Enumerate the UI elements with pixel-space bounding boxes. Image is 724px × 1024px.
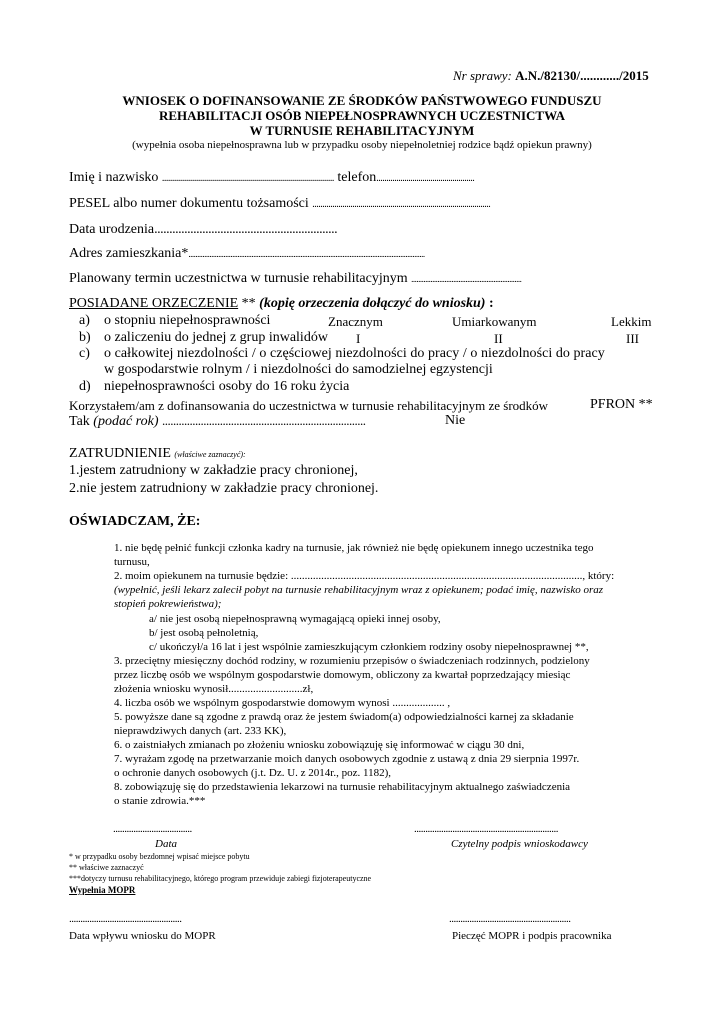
case-number	[453, 68, 649, 84]
declaration-point-5-line1: 5. powyższe dane są zgodne z prawdą oraz że jestem świadom(a) odpowiedzialności karnej za składanie	[114, 711, 574, 723]
prior-funding-year-input[interactable]: ..........................................................................	[161, 413, 366, 428]
declaration-point-3-line2: przez liczbę osób we wspólnym gospodarstwie domowym, obliczony za kwartał poprzedzający miesiąc	[114, 669, 571, 681]
declaration-point-2-line2: (wypełnić, jeśli lekarz zalecił pobyt na turnusie rehabilitacyjnym wraz z opiekunem; podać imię, nazwisko oraz	[114, 584, 604, 596]
term-label: Planowany termin uczestnictwa w turnusie rehabilitacyjnym	[69, 271, 408, 286]
document-title-line2: REHABILITACJI OSÓB NIEPEŁNOSPRAWNYCH UCZESTNICTWA	[158, 108, 566, 123]
declaration-point-2b: b/ jest osobą pełnoletnią,	[149, 627, 259, 639]
footnote-physio: ***dotyczy turnusu rehabilitacyjnego, którego program przewiduje zabiegi fizjoterapeutyczne	[69, 874, 372, 883]
employment-heading-note: (właściwe zaznaczyć):	[174, 450, 246, 459]
group-option-1[interactable]: I	[356, 331, 361, 346]
address-input[interactable]: .......................................................................................................................................	[188, 249, 425, 259]
term-row	[69, 271, 521, 287]
group-option-2[interactable]: II	[494, 331, 503, 346]
pesel-label: PESEL albo numer dokumentu tożsamości	[69, 196, 309, 211]
prior-funding-year-note: (podać rok)	[93, 414, 159, 429]
declaration-point-7-line1: 7. wyrażam zgodę na przetwarzanie moich danych osobowych zgodnie z ustawą z dnia 29 sierpnia 1997r.	[114, 753, 580, 765]
ruling-item-b-text: o zaliczeniu do jednej z grup inwalidów	[104, 330, 328, 345]
ruling-heading	[69, 296, 494, 312]
declaration-point-8-line1: 8. zobowiązuję się do przedstawienia lekarzowi na turnusie rehabilitacyjnym aktualnego zaświadczenia	[114, 781, 571, 793]
stamp-signature-label: Pieczęć MOPR i podpis pracownika	[452, 930, 612, 942]
birth-date-input[interactable]: .............................................................	[154, 222, 338, 237]
birth-date-row	[69, 222, 337, 238]
ruling-heading-end: :	[485, 296, 494, 311]
stamp-signature-line[interactable]: ......................................................	[449, 913, 571, 925]
ruling-item-d-text: niepełnosprawności osoby do 16 roku życia	[104, 379, 350, 394]
receipt-date-label: Data wpływu wniosku do MOPR	[69, 930, 216, 942]
ruling-heading-note: (kopię orzeczenia dołączyć do wniosku)	[259, 296, 486, 311]
receipt-date-line[interactable]: ..................................................	[69, 913, 182, 925]
declaration-point-5-line2: nieprawdziwych danych (art. 233 KK),	[114, 725, 287, 737]
document-title-line3: W TURNUSIE REHABILITACYJNYM	[249, 123, 475, 138]
group-option-3[interactable]: III	[626, 331, 639, 346]
degree-option-light[interactable]: Lekkim	[611, 314, 652, 329]
address-row	[69, 246, 425, 262]
date-signature-label: Data	[155, 838, 177, 850]
declaration-point-8-line2: o stanie zdrowia.***	[114, 795, 206, 807]
employment-heading	[69, 446, 246, 462]
mopr-section-heading: Wypełnia MOPR	[69, 885, 136, 895]
employment-option-not-protected[interactable]: 2.nie jestem zatrudniony w zakładzie pracy chronionej.	[69, 481, 379, 496]
prior-funding-pfron: PFRON **	[590, 397, 653, 412]
prior-funding-no[interactable]: Nie	[445, 413, 466, 428]
name-label: Imię i nazwisko	[69, 170, 159, 185]
ruling-item-a-marker: a)	[79, 313, 90, 328]
ruling-item-c-marker: c)	[79, 346, 90, 361]
declaration-point-4: 4. liczba osób we wspólnym gospodarstwie domowym wynosi ................... ,	[114, 697, 451, 709]
ruling-heading-mark: **	[238, 296, 260, 311]
pesel-input[interactable]: .........................................................................................	[312, 199, 491, 210]
declaration-point-2a: a/ nie jest osobą niepełnosprawną wymagającą opieki innej osoby,	[149, 613, 441, 625]
declaration-heading: OŚWIADCZAM, ŻE:	[69, 514, 201, 529]
name-field-row	[69, 170, 474, 186]
phone-input[interactable]: .................................................	[376, 173, 475, 184]
declaration-point-3-line1: 3. przeciętny miesięczny dochód rodziny, w rozumieniu przepisów o świadczeniach rodzinnych, podzielony	[114, 655, 590, 667]
document-title-line1: WNIOSEK O DOFINANSOWANIE ZE ŚRODKÓW PAŃSTWOWEGO FUNDUSZU	[122, 93, 602, 108]
ruling-item-d-marker: d)	[79, 379, 91, 394]
document-subtitle: (wypełnia osoba niepełnosprawna lub w przypadku osoby niepełnoletniej rodzice bądź opiekun prawny)	[132, 139, 592, 151]
pesel-field-row	[69, 196, 490, 212]
applicant-signature-line[interactable]: ................................................................	[414, 823, 558, 835]
term-input[interactable]: ...............................................................	[411, 274, 522, 284]
footnote-mark: ** właściwe zaznaczyć	[69, 863, 144, 872]
ruling-item-a-text: o stopniu niepełnosprawności	[104, 313, 271, 328]
address-label: Adres zamieszkania*	[69, 246, 189, 261]
declaration-point-2-line1: 2. moim opiekunem na turnusie będzie: .........................................................................................................., który:	[114, 570, 615, 582]
phone-label: telefon	[337, 170, 377, 185]
prior-funding-yes[interactable]: Tak	[69, 414, 90, 429]
ruling-item-c-line1: o całkowitej niezdolności / o częściowej niezdolności do pracy / o niezdolności do pracy	[104, 346, 605, 361]
footnote-homeless: * w przypadku osoby bezdomnej wpisać miejsce pobytu	[69, 852, 250, 861]
declaration-point-1-line1: 1. nie będę pełnić funkcji członka kadry na turnusie, jak również nie będę opiekunem innego uczestnika tego	[114, 542, 594, 554]
prior-funding-answer-row	[69, 413, 365, 430]
ruling-item-b-marker: b)	[79, 330, 91, 345]
ruling-item-c-line2: w gospodarstwie rolnym / i niezdolności do samodzielnej egzystencji	[104, 362, 493, 377]
employment-heading-text: ZATRUDNIENIE	[69, 446, 171, 461]
case-number-value: A.N./82130/............/2015	[515, 68, 649, 83]
applicant-signature-label: Czytelny podpis wnioskodawcy	[451, 838, 588, 850]
declaration-point-3-line3: złożenia wniosku wynosił...........................zł,	[114, 683, 314, 695]
employment-option-protected[interactable]: 1.jestem zatrudniony w zakładzie pracy chronionej,	[69, 463, 358, 478]
ruling-heading-text: POSIADANE ORZECZENIE	[69, 296, 239, 311]
declaration-point-7-line2: o ochronie danych osobowych (j.t. Dz. U. z 2014r., poz. 1182),	[114, 767, 391, 779]
case-number-label: Nr sprawy:	[453, 68, 512, 83]
name-input[interactable]: ......................................................................................	[161, 173, 334, 184]
declaration-point-2c: c/ ukończył/a 16 lat i jest wspólnie zamieszkującym członkiem rodziny osoby niepełnosprawnej **,	[149, 641, 589, 653]
prior-funding-text: Korzystałem/am z dofinansowania do uczestnictwa w turnusie rehabilitacyjnym ze środków	[69, 398, 549, 413]
declaration-point-1-line2: turnusu,	[114, 556, 150, 568]
degree-option-significant[interactable]: Znacznym	[328, 314, 383, 329]
declaration-point-6: 6. o zaistniałych zmianach po złożeniu wniosku zobowiązuję się informować w ciągu 30 dni,	[114, 739, 525, 751]
date-signature-line[interactable]: ...................................	[113, 823, 192, 835]
declaration-point-2-line3: stopień pokrewieństwa);	[114, 598, 222, 610]
birth-date-label: Data urodzenia	[69, 222, 155, 237]
degree-option-moderate[interactable]: Umiarkowanym	[452, 314, 537, 329]
